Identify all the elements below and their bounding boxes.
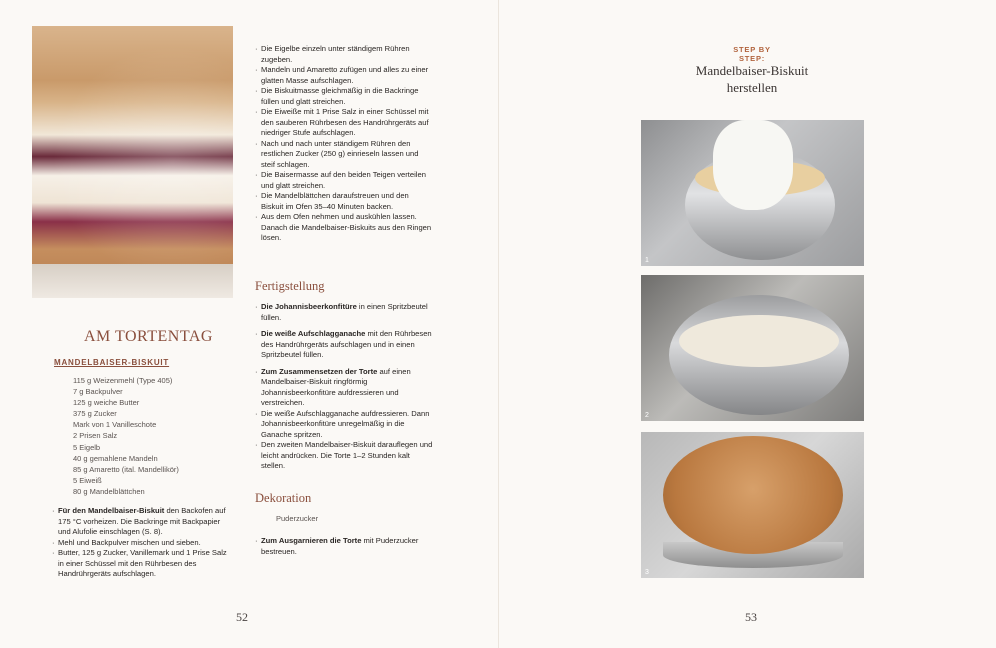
ingredient-item: 40 g gemahlene Mandeln bbox=[73, 453, 158, 463]
step-item: · Zum Ausgarnieren die Torte mit Puderzucker bestreuen. bbox=[255, 536, 433, 557]
biskuit-steps-start bbox=[52, 506, 232, 580]
ingredient-list bbox=[73, 375, 179, 497]
page-number-right: 53 bbox=[745, 610, 757, 624]
step-item: · Die Johannisbeerkonfitüre in einen Spritzbeutel füllen. bbox=[255, 302, 433, 323]
dekoration-steps bbox=[255, 536, 433, 557]
step-photo-1 bbox=[641, 120, 864, 266]
ingredient-item: 125 g weiche Butter bbox=[73, 398, 140, 408]
fertigstellung-steps bbox=[255, 302, 433, 472]
step-photo-number: 3 bbox=[645, 569, 649, 576]
step-item: · Mehl und Backpulver mischen und sieben. bbox=[52, 538, 232, 549]
cake-photo bbox=[32, 26, 233, 298]
step-item: · Butter, 125 g Zucker, Vanillemark und 1 Prise Salz in einer Schüssel mit den Rührbesen des Handrührgeräts aufschlagen. bbox=[52, 548, 232, 580]
ingredient-item: 80 g Mandelblättchen bbox=[73, 486, 145, 496]
ingredient-item: Mark von 1 Vanilleschote bbox=[73, 420, 157, 430]
step-item: · Die Eigelbe einzeln unter ständigem Rühren zugeben. bbox=[255, 44, 433, 65]
step-by-step-label: STEP BY STEP: bbox=[733, 45, 771, 63]
step-item: · Nach und nach unter ständigem Rühren den restlichen Zucker (250 g) einrieseln lassen und steif schlagen. bbox=[255, 139, 433, 171]
step-item: · Die Baisermasse auf den beiden Teigen verteilen und glatt streichen. bbox=[255, 170, 433, 191]
step-item: · Die Biskuitmasse gleichmäßig in die Backringe füllen und glatt streichen. bbox=[255, 86, 433, 107]
step-item: · Die weiße Aufschlagganache aufdressieren. Dann Johannisbeerkonfitüre unregelmäßig in die Ganache spritzen. bbox=[255, 409, 433, 441]
step-item: · Mandeln und Amaretto zufügen und alles zu einer glatten Masse aufschlagen. bbox=[255, 65, 433, 86]
section-title: AM TORTENTAG bbox=[84, 328, 213, 345]
dekoration-ingredient: Puderzucker bbox=[276, 514, 319, 523]
step-title-line2: herstellen bbox=[726, 80, 778, 95]
step-title bbox=[672, 62, 832, 96]
ingredient-item: 375 g Zucker bbox=[73, 409, 117, 419]
ingredient-item: 5 Eiweiß bbox=[73, 475, 102, 485]
step-item: · Den zweiten Mandelbaiser-Biskuit darauflegen und leicht andrücken. Die Torte 1–2 Stunden kalt stellen. bbox=[255, 440, 433, 472]
step-item: · Für den Mandelbaiser-Biskuit den Backofen auf 175 °C vorheizen. Die Backringe mit Backpapier und Alufolie einschlagen (S. 8). bbox=[52, 506, 232, 538]
sub-title: MANDELBAISER-BISKUIT bbox=[54, 358, 170, 367]
step-item: · Die Mandelblättchen daraufstreuen und den Biskuit im Ofen 35–40 Minuten backen. bbox=[255, 191, 433, 212]
ingredient-item: 85 g Amaretto (ital. Mandellikör) bbox=[73, 464, 179, 474]
step-item: · Die weiße Aufschlagganache mit den Rührbesen des Handrührgeräts aufschlagen und in einen Spritzbeutel füllen. bbox=[255, 329, 433, 361]
step-photo-2 bbox=[641, 275, 864, 421]
ingredient-item: 2 Prisen Salz bbox=[73, 431, 118, 441]
step-item: · Die Eiweiße mit 1 Prise Salz in einer Schüssel mit den sauberen Rührbesen des Handrührgeräts auf niedriger Stufe aufschlagen. bbox=[255, 107, 433, 139]
step-item: · Zum Zusammensetzen der Torte auf einen Mandelbaiser-Biskuit ringförmig Johannisbeerkonfitüre aufdressieren und verstreichen. bbox=[255, 367, 433, 409]
ingredient-item: 5 Eigelb bbox=[73, 442, 101, 452]
fertigstellung-heading: Fertigstellung bbox=[255, 279, 325, 293]
biskuit-steps-continued bbox=[255, 44, 433, 244]
step-title-line1: Mandelbaiser-Biskuit bbox=[695, 63, 809, 78]
step-item: · Aus dem Ofen nehmen und auskühlen lassen. Danach die Mandelbaiser-Biskuits aus den Ringen lösen. bbox=[255, 212, 433, 244]
step-photo-number: 2 bbox=[645, 412, 649, 419]
step-photo-number: 1 bbox=[645, 257, 649, 264]
ingredient-item: 7 g Backpulver bbox=[73, 387, 123, 397]
page-number-left: 52 bbox=[236, 610, 248, 624]
dekoration-heading: Dekoration bbox=[255, 491, 312, 505]
ingredient-item: 115 g Weizenmehl (Type 405) bbox=[73, 376, 173, 385]
step-photo-3 bbox=[641, 432, 864, 578]
